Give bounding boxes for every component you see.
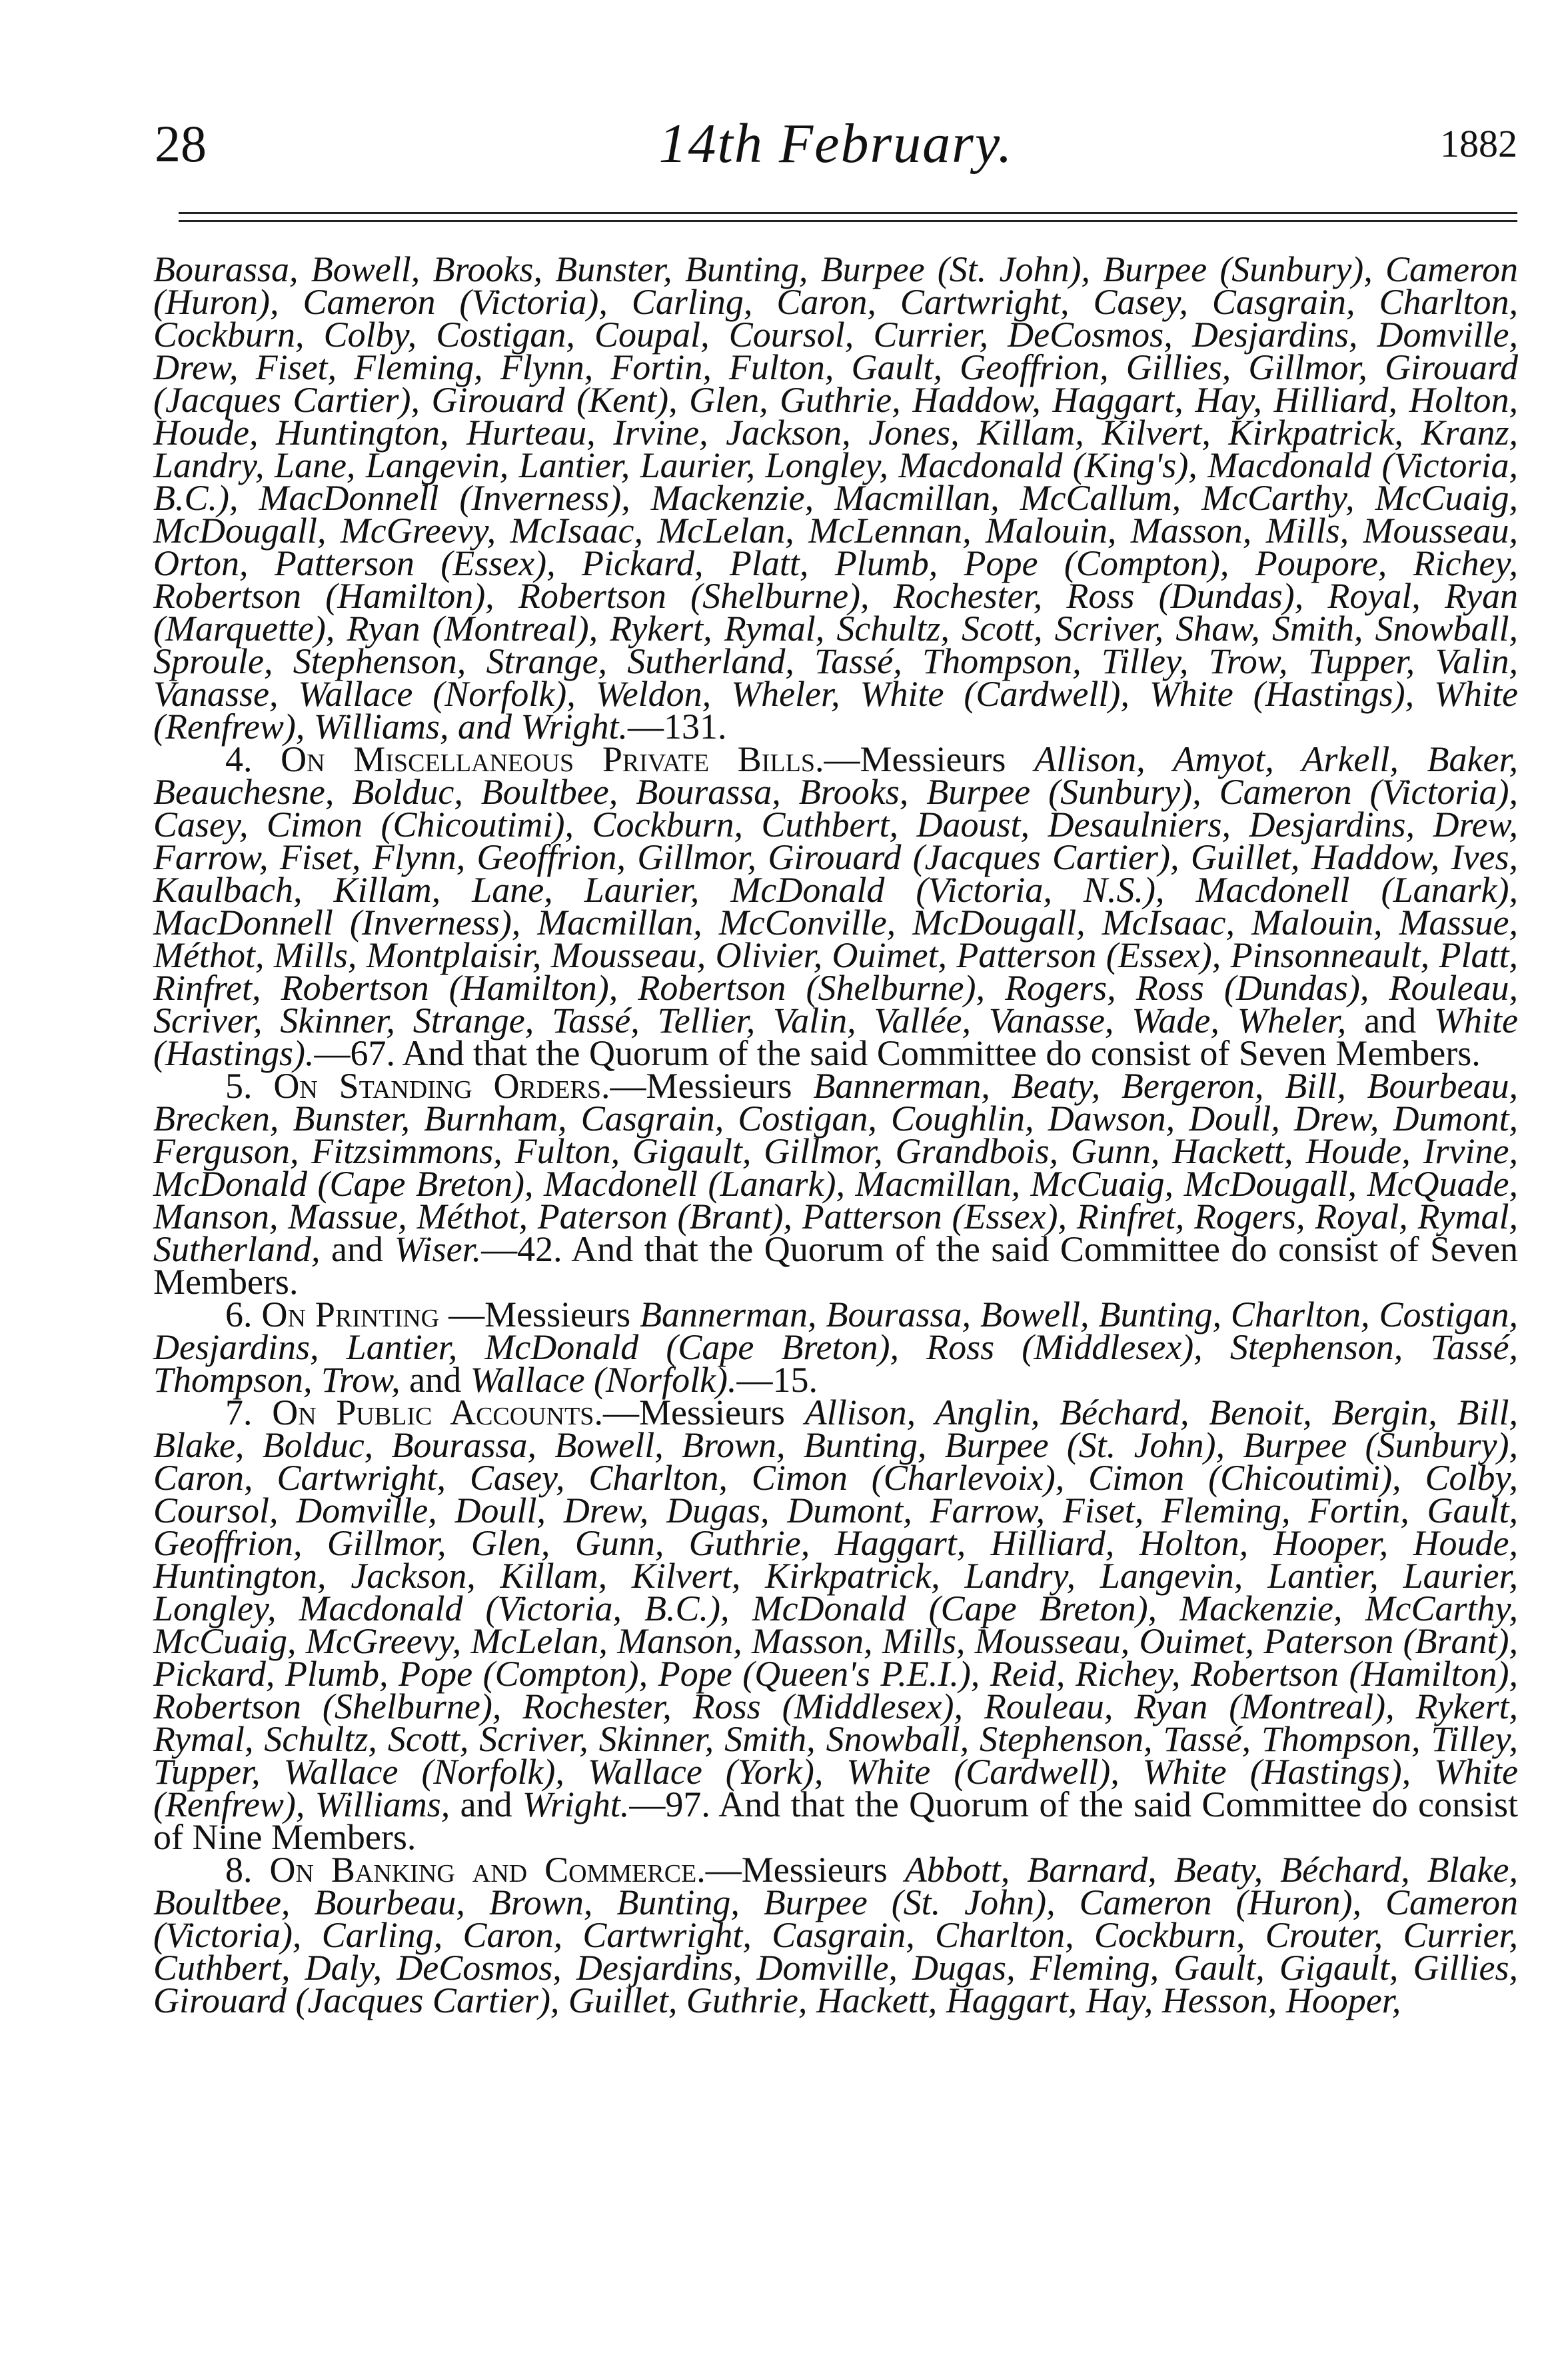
header-rule-bottom bbox=[179, 220, 1517, 222]
text-run: —67. And that the Quorum of the said Committee do consist of Seven Members. bbox=[314, 1033, 1481, 1073]
text-run: Wallace (Norfolk). bbox=[470, 1360, 737, 1400]
text-run: Wright. bbox=[522, 1784, 630, 1824]
text-run: 5. On Standing Orders. bbox=[225, 1066, 610, 1106]
paragraph-p4 bbox=[153, 739, 1518, 1073]
text-run: —Messieurs bbox=[610, 1066, 814, 1106]
text-run: 6. On Printing bbox=[225, 1294, 440, 1334]
page-header bbox=[155, 112, 1517, 176]
paragraph-p5 bbox=[153, 1066, 1519, 1302]
text-run: White (Hastings). bbox=[153, 1001, 1518, 1073]
text-run: and bbox=[320, 1229, 394, 1269]
paragraph-p7 bbox=[153, 1392, 1518, 1857]
text-run: —Messieurs bbox=[439, 1294, 640, 1334]
text-run: —97. And that the Quorum of the said Committee do consist of Nine Members. bbox=[153, 1784, 1518, 1857]
text-run: Wiser. bbox=[394, 1229, 482, 1269]
text-run: —15. bbox=[736, 1360, 818, 1400]
text-run: 4. On Miscellaneous Private Bills. bbox=[225, 739, 824, 779]
text-run: 8. On Banking and Commerce. bbox=[225, 1850, 706, 1890]
text-run: Allison, Anglin, Béchard, Benoit, Bergin, Bill, Blake, Bolduc, Bourassa, Bowell, Brown, Bunting, Burpee (St. John), Burpee (Sunbury), Caron, Cartwright, Casey, Charlton, Cimon (Charlevoix), Cimon (Chicoutimi), Colby, Coursol, Domville, Doull, Drew, Dugas, Dumont, Farrow, Fiset, Fleming, Fortin, Gault, Geoffrion, Gillmor, Glen, Gunn, Guthrie, Haggart, Hilliard, Holton, Hooper, Houde, Huntington, Jackson, Killam, Kilvert, Kirkpatrick, Landry, Langevin, Lantier, Laurier, Longley, Macdonald (Victoria, B.C.), McDonald (Cape Breton), Mackenzie, McCarthy, McCuaig, McGreevy, McLelan, Manson, Masson, Mills, Mousseau, Ouimet, Paterson (Brant), Pickard, Plumb, Pope (Compton), Pope (Queen's P.E.I.), Reid, Richey, Robertson (Hamilton), Robertson (Shelburne), Rochester, Ross (Middlesex), Rouleau, Ryan (Montreal), Rykert, Rymal, Schultz, Scott, Scriver, Skinner, Smith, Snowball, Stephenson, Tassé, Thompson, Tilley, Tupper, Wallace (Norfolk), Wallace (York), White (Cardwell), White (Hastings), White (Renfrew), Williams, bbox=[153, 1392, 1518, 1824]
text-run: Bannerman, Bourassa, Bowell, Bunting, Charlton, Costigan, Desjardins, Lantier, McDonald (Cape Breton), Ross (Middlesex), Stephenson, Tassé, Thompson, Trow, bbox=[153, 1294, 1518, 1400]
text-run: and bbox=[450, 1784, 522, 1824]
header-year: 1882 bbox=[1440, 122, 1517, 165]
paragraph-p0 bbox=[153, 249, 1518, 747]
header-rule-top bbox=[179, 212, 1517, 214]
text-run: —Messieurs bbox=[705, 1850, 905, 1890]
text-run: Bannerman, Beaty, Bergeron, Bill, Bourbeau, Brecken, Bunster, Burnham, Casgrain, Costigan, Coughlin, Dawson, Doull, Drew, Dumont, Ferguson, Fitzsimmons, Fulton, Gigault, Gillmor, Grandbois, Gunn, Hackett, Houde, Irvine, McDonald (Cape Breton), Macdonell (Lanark), Macmillan, McCuaig, McDougall, McQuade, Manson, Massue, Méthot, Paterson (Brant), Patterson (Essex), Rinfret, Rogers, Royal, Rymal, Sutherland, bbox=[153, 1066, 1518, 1269]
text-run: and bbox=[400, 1360, 470, 1400]
text-run: —131. bbox=[627, 707, 727, 747]
text-run: —Messieurs bbox=[602, 1392, 805, 1432]
paragraph-p8 bbox=[153, 1850, 1518, 2020]
text-run: Allison, Amyot, Arkell, Baker, Beauchesne, Bolduc, Boultbee, Bourassa, Brooks, Burpee (Sunbury), Cameron (Victoria), Casey, Cimon (Chicoutimi), Cockburn, Cuthbert, Daoust, Desaulniers, Desjardins, Drew, Farrow, Fiset, Flynn, Geoffrion, Gillmor, Girouard (Jacques Cartier), Guillet, Haddow, Ives, Kaulbach, Killam, Lane, Laurier, McDonald (Victoria, N.S.), Macdonell (Lanark), MacDonnell (Inverness), Macmillan, McConville, McDougall, McIsaac, Malouin, Massue, Méthot, Mills, Montplaisir, Mousseau, Olivier, Ouimet, Patterson (Essex), Pinsonneault, Platt, Rinfret, Robertson (Hamilton), Robertson (Shelburne), Rogers, Ross (Dundas), Rouleau, Scriver, Skinner, Strange, Tassé, Tellier, Valin, Vallée, Vanasse, Wade, Wheler, bbox=[153, 739, 1518, 1041]
text-run: —Messieurs bbox=[824, 739, 1035, 779]
running-title: 14th February. bbox=[658, 113, 1014, 175]
text-run: 7. On Public Accounts. bbox=[225, 1392, 603, 1432]
text-run: Bourassa, Bowell, Brooks, Bunster, Bunting, Burpee (St. John), Burpee (Sunbury), Cameron (Huron), Cameron (Victoria), Carling, Caron, Cartwright, Casey, Casgrain, Charlton, Cockburn, Colby, Costigan, Coupal, Coursol, Currier, DeCosmos, Desjardins, Domville, Drew, Fiset, Fleming, Flynn, Fortin, Fulton, Gault, Geoffrion, Gillies, Gillmor, Girouard (Jacques Cartier), Girouard (Kent), Glen, Guthrie, Haddow, Haggart, Hay, Hilliard, Holton, Houde, Huntington, Hurteau, Irvine, Jackson, Jones, Killam, Kilvert, Kirkpatrick, Kranz, Landry, Lane, Langevin, Lantier, Laurier, Longley, Macdonald (King's), Macdonald (Victoria, B.C.), MacDonnell (Inverness), Mackenzie, Macmillan, McCallum, McCarthy, McCuaig, McDougall, McGreevy, McIsaac, McLelan, McLennan, Malouin, Masson, Mills, Mousseau, Orton, Patterson (Essex), Pickard, Platt, Plumb, Pope (Compton), Poupore, Richey, Robertson (Hamilton), Robertson (Shelburne), Rochester, Ross (Dundas), Royal, Ryan (Marquette), Ryan (Montreal), Rykert, Rymal, Schultz, Scott, Scriver, Shaw, Smith, Snowball, Sproule, Stephenson, Strange, Sutherland, Tassé, Thompson, Tilley, Trow, Tupper, Valin, Vanasse, Wallace (Norfolk), Weldon, Wheler, White (Cardwell), White (Hastings), White (Renfrew), Williams, and Wright. bbox=[153, 249, 1518, 747]
text-run: Abbott, Barnard, Beaty, Béchard, Blake, Boultbee, Bourbeau, Brown, Bunting, Burpee (St. John), Cameron (Huron), Cameron (Victoria), Carling, Caron, Cartwright, Casgrain, Charlton, Cockburn, Crouter, Currier, Cuthbert, Daly, DeCosmos, Desjardins, Domville, Dugas, Fleming, Gault, Gigault, Gillies, Girouard (Jacques Cartier), Guillet, Guthrie, Hackett, Haggart, Hay, Hesson, Hooper, bbox=[153, 1850, 1518, 2020]
text-run: —42. And that the Quorum of the said Committee do consist of Seven Members. bbox=[153, 1229, 1519, 1302]
body-text bbox=[153, 249, 1519, 2020]
paragraph-p6 bbox=[153, 1294, 1518, 1400]
page-number: 28 bbox=[155, 115, 207, 173]
text-run: and bbox=[1346, 1001, 1435, 1041]
